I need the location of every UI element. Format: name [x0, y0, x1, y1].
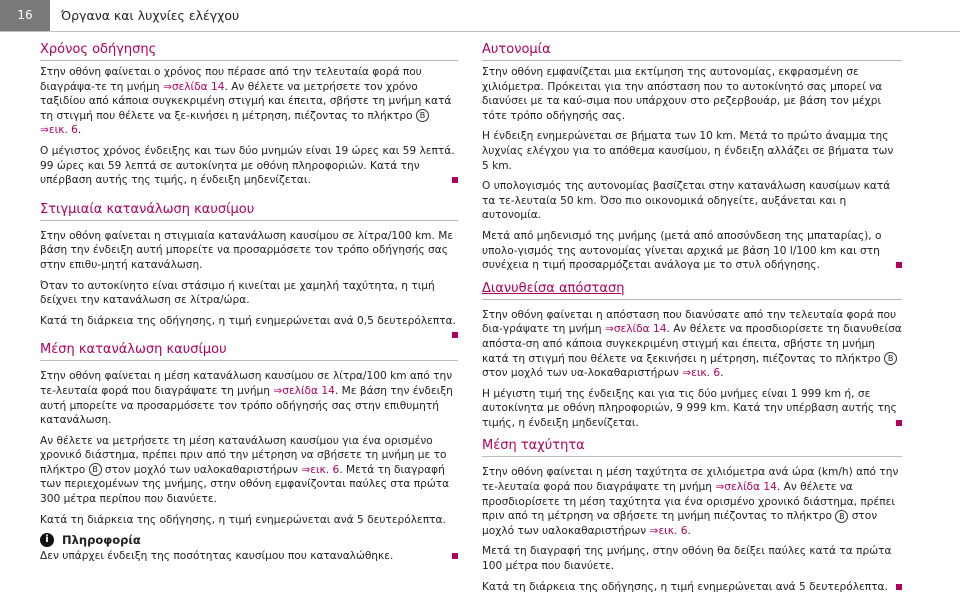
section-end-marker	[452, 553, 458, 559]
section-title-driving-time: Χρόνος οδήγησης	[40, 42, 458, 61]
paragraph: Ο μέγιστος χρόνος ένδειξης και των δύο μνημών είναι 19 ώρες και 59 λεπτά. 99 ώρες και 59 λεπτά σε αυτοκίνητα με οθόνη πληροφοριών. Κατά την υπέρβαση αυτής της τιμής, η ένδειξη μηδενίζεται.	[40, 144, 458, 188]
paragraph: Μετά τη διαγραφή της μνήμης, στην οθόνη θα δείξει παύλες κατά τα πρώτα 100 μέτρα που διανύετε.	[482, 545, 892, 573]
paragraph: Στην οθόνη εμφανίζεται μια εκτίμηση της αυτονομίας, εκφρασμένη σε χιλιόμετρα. Πρόκειται για την απόσταση που το αυτοκίνητό σας μπορεί να διανύσει με τα καύ-σιμα που υπάρχουν στο ρεζερβουάρ, με βάση τον μέχρι τότε τρόπο οδήγησής σας.	[482, 66, 883, 122]
section-title-average-speed: Μέση ταχύτητα	[482, 438, 902, 457]
paragraph: Κατά τη διάρκεια της οδήγησης, η τιμή ενημερώνεται ανά 5 δευτερόλεπτα.	[40, 513, 446, 526]
button-b-icon: B	[884, 352, 897, 365]
page-reference-link[interactable]: σελίδα 14	[282, 384, 335, 397]
arrow-right-icon: ⇒	[682, 367, 692, 380]
section-title-average-consumption: Μέση κατανάλωση καυσίμου	[40, 342, 458, 361]
page-number: 16	[0, 0, 50, 31]
paragraph: Μετά από μηδενισμό της μνήμης (μετά από αποσύνδεση της μπαταρίας), ο υπολο-γισμός της αυτονομίας γίνεται αρχικά με βάση 10 l/100 km και στη συνέχεια η τιμή προσαρμόζεται ανάλογα με το στυλ οδήγησης.	[482, 229, 902, 273]
paragraph: Στην οθόνη φαίνεται η στιγμιαία κατανάλωση καυσίμου σε λίτρα/100 km. Με βάση την ένδειξη αυτή μπορείτε να προσαρμόσετε τον τρόπο οδήγησής σας στην επιθυ-μητή κατανάλωση.	[40, 229, 454, 271]
info-icon: i	[40, 533, 54, 547]
page-reference-link[interactable]: σελίδα 14	[613, 323, 667, 336]
section-title-range: Αυτονομία	[482, 42, 902, 61]
button-b-icon: B	[89, 463, 102, 476]
paragraph: Στην οθόνη φαίνεται η απόσταση που διανύσατε από την τελευταία φορά που δια-γράψατε τη μνήμη ⇒σελίδα 14. Αν θέλετε να προσδιορίσετε τη διανυθείσα απόστα-ση από κάποια συγκεκριμένη στιγμή και έπειτα, σβήστε τη μνήμη κατά τη στιγμή που θέλετε να ξεκινήσει η μέτρηση, πιέζοντας το πλήκτρο B στον μοχλό των υα-λοκαθαριστήρων ⇒εικ. 6.	[482, 308, 902, 380]
left-column	[40, 42, 458, 570]
button-b-icon: B	[416, 109, 429, 122]
section-title-distance: Διανυθείσα απόσταση	[482, 281, 902, 300]
header-divider	[0, 31, 960, 32]
figure-reference-link[interactable]: εικ. 6	[691, 367, 721, 380]
section-end-marker	[896, 420, 902, 426]
page-reference-link[interactable]: σελίδα 14	[171, 80, 225, 93]
button-b-icon: B	[835, 510, 848, 523]
page-reference-link[interactable]: σελίδα 14	[724, 481, 777, 494]
section-end-marker	[896, 584, 902, 590]
section-end-marker	[896, 262, 902, 268]
arrow-right-icon: ⇒	[40, 124, 49, 137]
figure-reference-link[interactable]: εικ. 6	[310, 463, 340, 476]
arrow-right-icon: ⇒	[649, 524, 659, 537]
paragraph: Η μέγιστη τιμή της ένδειξης και για τις δύο μνήμες είναι 1 999 km ή, σε αυτοκίνητα με οθόνη πληροφοριών, 9 999 km. Κατά την υπέρβαση αυτής της τιμής, η ένδειξη μηδενίζεται.	[482, 387, 902, 431]
section-end-marker	[452, 332, 458, 338]
paragraph: Κατά τη διάρκεια της οδήγησης, η τιμή ενημερώνεται ανά 0,5 δευτερόλεπτα.	[40, 314, 458, 329]
paragraph: Όταν το αυτοκίνητο είναι στάσιμο ή κινείται με χαμηλή ταχύτητα, η τιμή δείχνει την κατανάλωση σε λίτρα/ώρα.	[40, 279, 435, 307]
section-end-marker	[452, 177, 458, 183]
figure-reference-link[interactable]: εικ. 6	[658, 524, 688, 537]
info-text: Δεν υπάρχει ένδειξη της ποσότητας καυσίμου που καταναλώθηκε.	[40, 549, 458, 564]
paragraph: Στην οθόνη φαίνεται ο χρόνος που πέρασε από την τελευταία φορά που διαγράψα-τε τη μνήμη ⇒σελίδα 14. Αν θέλετε να μετρήσετε τον χρόνο ταξιδίου από κάποια συγκεκριμένη στιγμή και έπειτα, σβήστε τη μνήμη κατά τη στιγμή που θέλετε να ξε-κινήσει η μέτρηση, πιέζοντας το πλήκτρο B ⇒εικ. 6.	[40, 66, 452, 137]
paragraph: Η ένδειξη ενημερώνεται σε βήματα των 10 km. Μετά το πρώτο άναμμα της λυχνίας ελέγχου για το απόθεμα καυσίμου, η ένδειξη αλλάζει σε βήματα των 5 km.	[482, 130, 894, 172]
paragraph: Αν θέλετε να μετρήσετε τη μέση κατανάλωση καυσίμου για ένα ορισμένο χρονικό διάστημα, πρέπει πριν από την μέτρηση να σβήσετε τη μνήμη με το πλήκτρο B στον μοχλό των υαλοκαθαριστήρων ⇒εικ. 6. Μετά τη διαγραφή των περιεχομένων της μνήμης, στην οθόνη εμφανίζονται παύλες στα πρώτα 300 μέτρα περίπου που διανύετε.	[40, 434, 450, 506]
arrow-right-icon: ⇒	[715, 481, 725, 494]
info-title: Πληροφορία	[62, 533, 141, 548]
paragraph: Στην οθόνη φαίνεται η μέση ταχύτητα σε χιλιόμετρα ανά ώρα (km/h) από την τε-λευταία φορά που διαγράψατε τη μνήμη ⇒σελίδα 14. Αν θέλετε να προσδιορίσετε τη μέση ταχύτητα για ένα ορισμένο χρονικό διάστημα, πρέπει πριν από τη μέτρηση να σβήσετε τη μνήμη πιέζοντας το πλήκτρο B στον μοχλό των υαλοκαθαριστήρων ⇒εικ. 6.	[482, 466, 899, 537]
section-title-instant-consumption: Στιγμιαία κατανάλωση καυσίμου	[40, 202, 458, 221]
arrow-right-icon: ⇒	[604, 323, 614, 336]
arrow-right-icon: ⇒	[162, 80, 172, 93]
paragraph: Κατά τη διάρκεια της οδήγησης, η τιμή ενημερώνεται ανά 5 δευτερόλεπτα.	[482, 580, 902, 595]
paragraph: Ο υπολογισμός της αυτονομίας βασίζεται στην κατανάλωση καυσίμων κατά τα τε-λευταία 50 km. Όσο πιο οικονομικά οδηγείτε, αυξάνεται και η αυτονομία.	[482, 180, 891, 222]
paragraph: Στην οθόνη φαίνεται η μέση κατανάλωση καυσίμου σε λίτρα/100 km από την τε-λευταία φορά που διαγράψατε τη μνήμη ⇒σελίδα 14. Με βάση την ένδειξη αυτή μπορείτε να προσαρμόσετε τον τρόπο οδήγησής σας στην επιθυμητή κατανάλωση.	[40, 370, 453, 427]
info-box-header	[40, 533, 458, 547]
figure-reference-link[interactable]: εικ. 6	[48, 124, 78, 137]
arrow-right-icon: ⇒	[273, 384, 283, 397]
arrow-right-icon: ⇒	[301, 463, 311, 476]
right-column	[482, 42, 902, 600]
page-title: Όργανα και λυχνίες ελέγχου	[61, 8, 240, 23]
